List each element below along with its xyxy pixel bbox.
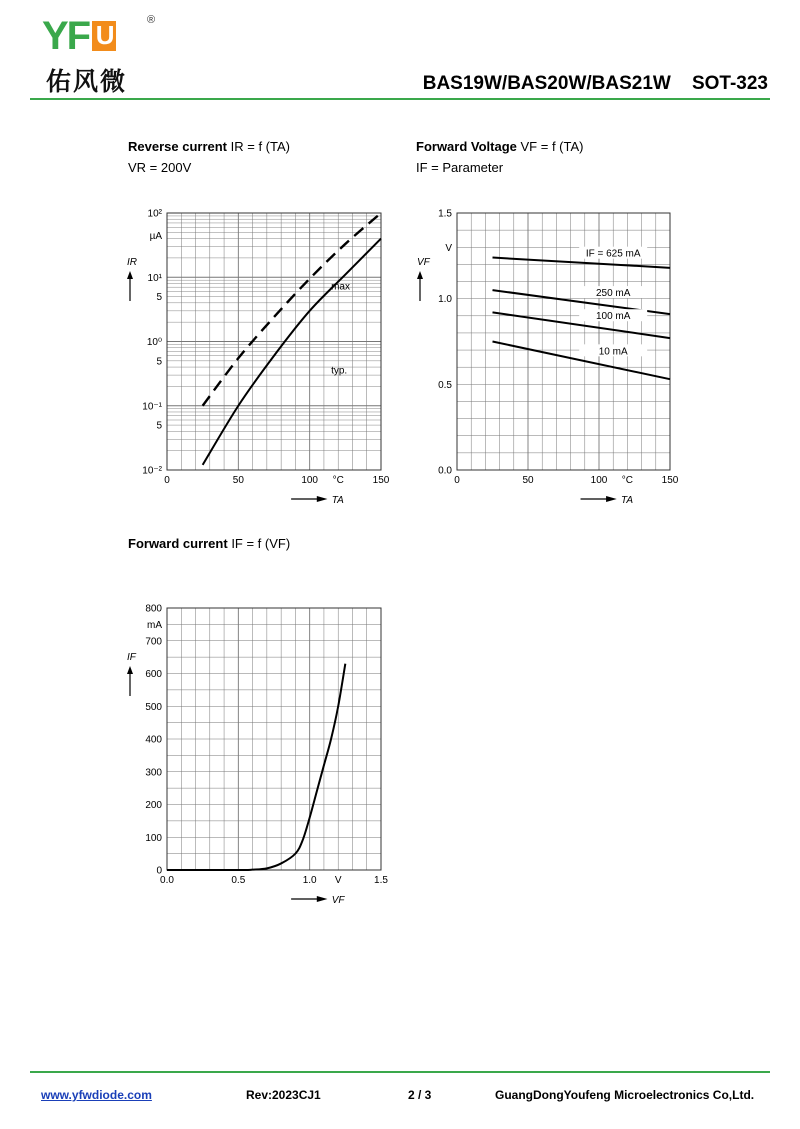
y-tick-label: 1.5	[438, 208, 452, 220]
x-tick-label: °C	[332, 475, 344, 486]
y-tick-label: 10⁻¹	[142, 401, 162, 413]
series-line	[203, 213, 381, 406]
y-tick-label: 200	[145, 800, 162, 811]
series-label: 100 mA	[595, 311, 631, 323]
registered-mark: ®	[147, 14, 156, 26]
x-tick-label: 50	[232, 475, 244, 486]
x-tick-label: °C	[621, 475, 634, 486]
series-label: typ.	[331, 365, 348, 377]
caption-forward-voltage: Forward Voltage VF = f (TA)	[416, 139, 584, 154]
y-axis-arrowhead	[127, 666, 133, 674]
footer-page-number: 2 / 3	[408, 1088, 432, 1102]
footer-company: GuangDongYoufeng Microelectronics Co,Ltd.	[495, 1088, 755, 1102]
y-tick-label: 10⁻²	[142, 465, 162, 477]
part-title: BAS19W/BAS20W/BAS21W SOT-323	[422, 73, 768, 94]
y-axis-label: IF	[127, 652, 136, 663]
x-axis-label: VF	[331, 895, 345, 906]
y-tick-label: 0.5	[438, 379, 452, 391]
y-tick-label: 5	[156, 292, 162, 304]
series-label: IF = 625 mA	[585, 248, 641, 260]
x-tick-label: 100	[301, 475, 319, 486]
y-tick-label: 0.0	[438, 465, 452, 477]
y-tick-label: 10²	[147, 208, 162, 220]
y-tick-label: 400	[145, 734, 162, 746]
x-tick-label: 0	[454, 475, 460, 486]
x-tick-label: 1.5	[374, 875, 388, 886]
y-tick-label: 800	[145, 603, 162, 615]
caption-reverse-current: Reverse current IR = f (TA)	[128, 139, 290, 154]
caption-forward-current: Forward current IF = f (VF)	[128, 536, 291, 551]
x-axis-arrowhead	[606, 496, 617, 502]
forward-voltage-chart	[400, 195, 700, 515]
y-tick-label: 5	[156, 356, 162, 368]
x-axis-label: TA	[621, 495, 634, 506]
series-line	[203, 239, 381, 465]
y-tick-label: µA	[149, 230, 162, 242]
y-axis-arrowhead	[127, 271, 133, 279]
x-axis-arrowhead	[317, 896, 328, 902]
y-tick-label: 5	[156, 420, 162, 432]
series-line	[493, 258, 671, 268]
header-rule	[30, 98, 770, 100]
y-tick-label: 10⁰	[146, 337, 162, 348]
y-axis-label: VF	[417, 257, 430, 268]
x-tick-label: 100	[590, 475, 608, 486]
x-tick-label: 150	[661, 475, 679, 486]
series-label: max	[331, 281, 350, 293]
y-axis-label: IR	[127, 257, 137, 268]
logo-letters: YF U	[42, 14, 116, 58]
y-tick-label: 100	[145, 832, 162, 844]
y-axis-arrowhead	[417, 271, 423, 279]
forward-current-chart	[100, 595, 400, 915]
y-tick-label: 600	[145, 669, 162, 680]
x-tick-label: 0.0	[160, 875, 174, 886]
y-tick-label: 700	[145, 636, 162, 648]
y-tick-label: mA	[147, 619, 162, 631]
x-tick-label: 150	[372, 475, 390, 486]
y-tick-label: 300	[145, 767, 162, 779]
param-forward-voltage: IF = Parameter	[416, 160, 504, 175]
reverse-current-chart	[100, 195, 400, 515]
y-tick-label: V	[445, 242, 452, 254]
x-axis-arrowhead	[317, 496, 328, 502]
x-tick-label: 50	[522, 475, 534, 486]
y-tick-label: 500	[145, 701, 162, 713]
x-tick-label: V	[334, 875, 342, 886]
series-line	[167, 664, 345, 870]
footer-revision: Rev:2023CJ1	[246, 1088, 321, 1102]
x-tick-label: 0	[164, 475, 170, 486]
footer-website[interactable]	[41, 1088, 152, 1102]
x-axis-label: TA	[331, 495, 344, 506]
x-tick-label: 1.0	[302, 875, 317, 886]
logo-chinese-name: 佑风微	[46, 67, 128, 96]
y-tick-label: 0	[156, 865, 162, 877]
logo-u-block: U	[92, 21, 116, 51]
param-reverse-current: VR = 200V	[128, 160, 192, 175]
y-tick-label: 10¹	[147, 272, 162, 284]
series-label: 10 mA	[598, 346, 628, 358]
website-link[interactable]: www.yfwdiode.com	[41, 1088, 152, 1102]
y-tick-label: 1.0	[438, 294, 452, 306]
x-tick-label: 0.5	[231, 875, 246, 886]
series-label: 250 mA	[595, 288, 631, 300]
company-logo	[42, 14, 162, 94]
footer-rule	[30, 1071, 770, 1073]
